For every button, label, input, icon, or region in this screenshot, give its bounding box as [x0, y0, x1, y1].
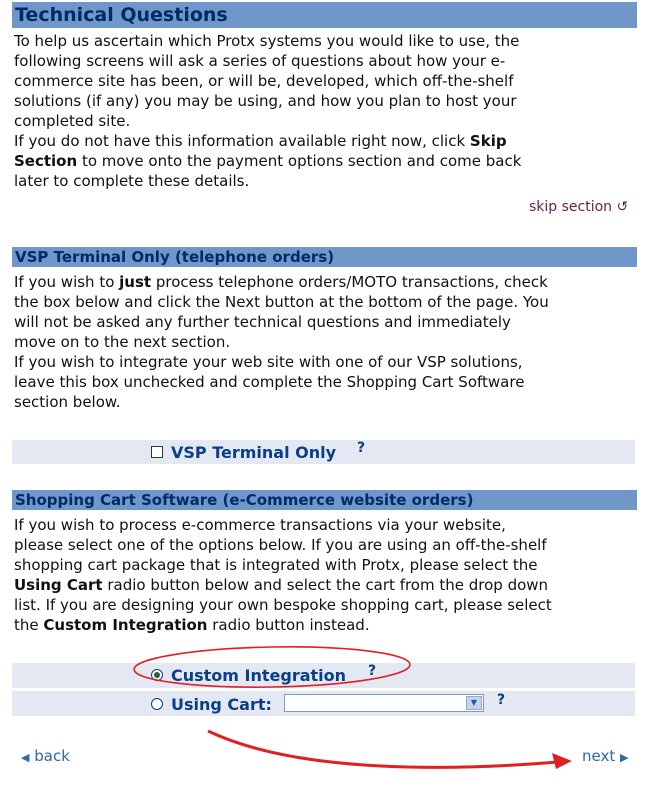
- help-icon[interactable]: ?: [357, 440, 366, 456]
- dropdown-arrow-icon: ▼: [466, 696, 482, 710]
- intro-line: following screens will ask a series of questions about how your e-: [14, 52, 506, 70]
- chevron-left-icon: ◀: [21, 751, 30, 764]
- skip-section-label: skip section: [529, 199, 613, 215]
- vsp-section-title: VSP Terminal Only (telephone orders): [12, 247, 637, 267]
- intro-line: completed site.: [14, 112, 131, 130]
- cart-section-title: Shopping Cart Software (e-Commerce website orders): [12, 490, 637, 510]
- skip-info-line: later to complete these details.: [14, 172, 250, 190]
- back-label: back: [34, 747, 70, 765]
- custom-integration-label[interactable]: Custom Integration: [171, 666, 347, 685]
- cart-line: list. If you are designing your own bespoke shopping cart, please select: [14, 596, 552, 614]
- intro-line: solutions (if any) you may be using, and how you plan to host your: [14, 92, 517, 110]
- vsp-line: will not be asked any further technical questions and immediately: [14, 313, 511, 331]
- cart-line: shopping cart package that is integrated with Protx, please select the: [14, 556, 538, 574]
- using-cart-label[interactable]: Using Cart:: [171, 695, 272, 714]
- help-icon[interactable]: ?: [497, 692, 506, 708]
- refresh-icon: ↺: [616, 199, 629, 215]
- chevron-right-icon: ▶: [620, 751, 629, 764]
- cart-line: the Custom Integration radio button instead.: [14, 616, 370, 634]
- cart-line: Using Cart radio button below and select the cart from the drop down: [14, 576, 549, 594]
- cart-line: If you wish to process e-commerce transactions via your website,: [14, 516, 506, 534]
- technical-questions-title: Technical Questions: [12, 2, 637, 28]
- vsp-line: section below.: [14, 393, 121, 411]
- intro-line: commerce site has been, or will be, developed, which off-the-shelf: [14, 72, 514, 90]
- back-link[interactable]: [21, 747, 70, 765]
- cart-line: please select one of the options below. If you are using an off-the-shelf: [14, 536, 547, 554]
- next-label: next: [582, 747, 616, 765]
- skip-info-line: Section to move onto the payment options section and come back: [14, 152, 522, 170]
- vsp-line: move on to the next section.: [14, 333, 231, 351]
- next-link[interactable]: [582, 747, 628, 765]
- vsp-line: If you wish to integrate your web site with one of our VSP solutions,: [14, 353, 523, 371]
- vsp-line: If you wish to just process telephone orders/MOTO transactions, check: [14, 273, 548, 291]
- help-icon[interactable]: ?: [368, 663, 377, 679]
- vsp-line: the box below and click the Next button at the bottom of the page. You: [14, 293, 549, 311]
- intro-line: To help us ascertain which Protx systems you would like to use, the: [14, 32, 520, 50]
- skip-info-line: If you do not have this information available right now, click Skip: [14, 132, 507, 150]
- vsp-terminal-label[interactable]: VSP Terminal Only: [171, 443, 337, 462]
- vsp-line: leave this box unchecked and complete the Shopping Cart Software: [14, 373, 525, 391]
